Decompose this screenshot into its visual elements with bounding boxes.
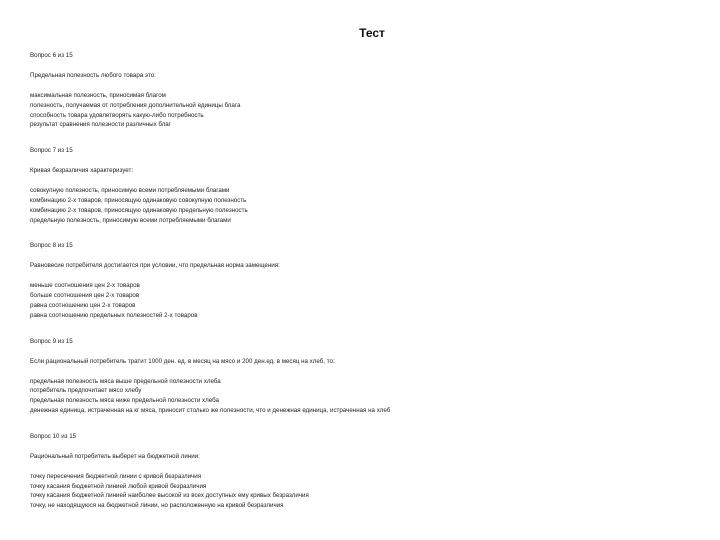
answer-option[interactable]: полезность, получаемая от потребления дополнительной единицы блага (30, 101, 241, 109)
answer-option[interactable]: способность товара удовлетворять какую-либо потребность (30, 111, 204, 119)
answer-option[interactable]: предельную полезность, приносимую всеми потребляемыми благами (30, 216, 231, 224)
question-text: Равновесие потребителя достигается при условии, что предельная норма замещения: (30, 262, 280, 270)
question-text: Кривая безразличия характеризует: (30, 167, 134, 175)
test-content (30, 51, 710, 511)
question-8 (30, 241, 710, 320)
question-7 (30, 146, 710, 225)
answer-option[interactable]: точку, не находящуюся на бюджетной линии, но расположенную на кривой безразличия (30, 502, 284, 510)
question-header: Вопрос 9 из 15 (30, 337, 73, 345)
question-text: Рациональный потребитель выберет на бюджетной линии: (30, 452, 200, 460)
answer-options (30, 377, 710, 416)
answer-option[interactable]: комбинацию 2-х товаров, приносящую одинаковую предельную полезность (30, 206, 248, 214)
answer-option[interactable]: комбинацию 2-х товаров, приносящую одинаковую совокупную полезность (30, 196, 247, 204)
answer-option[interactable]: равна соотношению предельных полезностей 2-х товаров (30, 311, 198, 319)
answer-option[interactable]: больше соотношения цен 2-х товаров (30, 292, 140, 300)
answer-option[interactable]: результат сравнения полезности различных благ (30, 121, 171, 129)
question-10 (30, 432, 710, 511)
answer-option[interactable]: точку касания бюджетной линией любой кривой безразличия (30, 482, 207, 490)
question-text: Предельная полезность любого товара это: (30, 72, 156, 79)
question-header: Вопрос 6 из 15 (30, 52, 73, 59)
answer-option[interactable]: предельная полезность мяса ниже предельной полезности хлеба (30, 397, 219, 405)
question-text: Если рациональный потребитель тратит 1000 ден. ед. в месяц на мясо и 200 ден.ед. в месяц на хлеб, то: (30, 357, 335, 365)
question-header: Вопрос 10 из 15 (30, 432, 77, 440)
answer-option[interactable]: максимальная полезность, приносимая благом (30, 92, 166, 99)
question-header: Вопрос 7 из 15 (30, 147, 73, 155)
answer-options (30, 472, 710, 511)
question-9 (30, 337, 710, 416)
answer-options (30, 186, 710, 225)
answer-options (30, 281, 710, 320)
answer-option[interactable]: потребитель предпочитает мясо хлебу (30, 387, 142, 395)
answer-option[interactable]: равна соотношению цен 2-х товаров (30, 301, 136, 309)
question-header: Вопрос 8 из 15 (30, 242, 73, 250)
answer-option[interactable]: денежная единица, истраченная на кг мяса, приносит столько же полезности, что и денежная единица, истраченная на хлеб (30, 406, 391, 414)
answer-option[interactable]: совокупную полезность, приносимую всеми потребляемыми благами (30, 187, 230, 195)
page-title: Тест (359, 26, 385, 40)
question-6 (30, 51, 710, 130)
answer-option[interactable]: меньше соотношения цен 2-х товаров (30, 282, 140, 290)
answer-option[interactable]: точку касания бюджетной линией наиболее высокой из всех доступных ему кривых безразличия (30, 492, 309, 500)
answer-option[interactable]: предельная полезность мяса выше предельной полезности хлеба (30, 377, 221, 385)
answer-option[interactable]: точку пересечения бюджетной линии с кривой безразличия (30, 472, 202, 480)
answer-options (30, 91, 710, 130)
